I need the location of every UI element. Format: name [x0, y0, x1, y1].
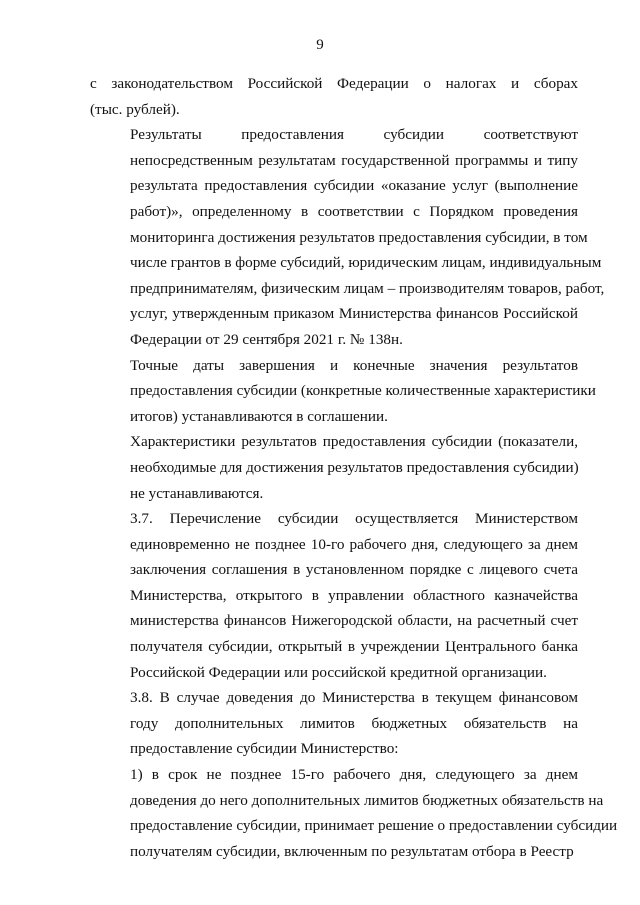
paragraph: [90, 429, 578, 506]
text-line: предоставление субсидии Министерство:: [130, 740, 399, 758]
paragraph: [90, 762, 618, 864]
text-line: необходимые для достижения результатов предоставления субсидии): [130, 458, 579, 476]
text-line: Характеристики результатов предоставления субсидии (показатели,: [130, 433, 578, 451]
text-line: 1) в срок не позднее 15-го рабочего дня, следующего за днем: [130, 766, 578, 784]
text-line: министерства финансов Нижегородской области, на расчетный счет: [130, 612, 578, 630]
text-line: единовременно не позднее 10-го рабочего дня, следующего за днем: [130, 535, 578, 553]
text-line: Результаты предоставления субсидии соответствуют: [130, 126, 578, 144]
text-line: 3.7. Перечисление субсидии осуществляется Министерством: [130, 510, 578, 528]
paragraph: [90, 685, 578, 762]
text-line: году дополнительных лимитов бюджетных обязательств на: [130, 714, 578, 732]
text-line: числе грантов в форме субсидий, юридическим лицам, индивидуальным: [130, 254, 602, 272]
text-line: 3.8. В случае доведения до Министерства в текущем финансовом: [130, 689, 578, 707]
text-line: доведения до него дополнительных лимитов бюджетных обязательств на: [130, 791, 604, 809]
text-line: итогов) устанавливаются в соглашении.: [130, 407, 388, 425]
text-line: получателям субсидии, включенным по результатам отбора в Реестр: [130, 842, 574, 860]
text-line: Точные даты завершения и конечные значения результатов: [130, 356, 578, 374]
paragraph: [90, 506, 578, 685]
paragraph: [90, 71, 578, 122]
text-line: предоставления субсидии (конкретные количественные характеристики: [130, 382, 596, 400]
page-number: 9: [316, 37, 324, 53]
text-line: предпринимателям, физическим лицам – производителям товаров, работ,: [130, 279, 605, 297]
text-line: Российской Федерации или российской кредитной организации.: [130, 663, 547, 681]
text-line: с законодательством Российской Федерации о налогах и сборах: [90, 75, 578, 92]
text-line: мониторинга достижения результатов предоставления субсидии, в том: [130, 228, 588, 246]
text-line: предоставление субсидии, принимает решение о предоставлении субсидии: [130, 817, 618, 835]
text-line: результата предоставления субсидии «оказание услуг (выполнение: [130, 177, 578, 195]
text-line: получателя субсидии, открытый в учреждении Центрального банка: [130, 638, 578, 656]
text-line: работ)», определенному в соответствии с Порядком проведения: [130, 202, 578, 220]
text-line: Федерации от 29 сентября 2021 г. № 138н.: [130, 330, 403, 348]
document-body: [90, 71, 618, 864]
text-line: не устанавливаются.: [130, 484, 264, 502]
paragraph: [90, 353, 596, 430]
text-line: Министерства, открытого в управлении областного казначейства: [130, 586, 578, 604]
text-line: (тыс. рублей).: [90, 100, 180, 118]
text-line: заключения соглашения в установленном порядке с лицевого счета: [130, 561, 578, 579]
text-line: непосредственным результатам государственной программы и типу: [130, 151, 578, 169]
text-line: услуг, утвержденным приказом Министерства финансов Российской: [130, 305, 578, 323]
paragraph: [90, 122, 605, 352]
